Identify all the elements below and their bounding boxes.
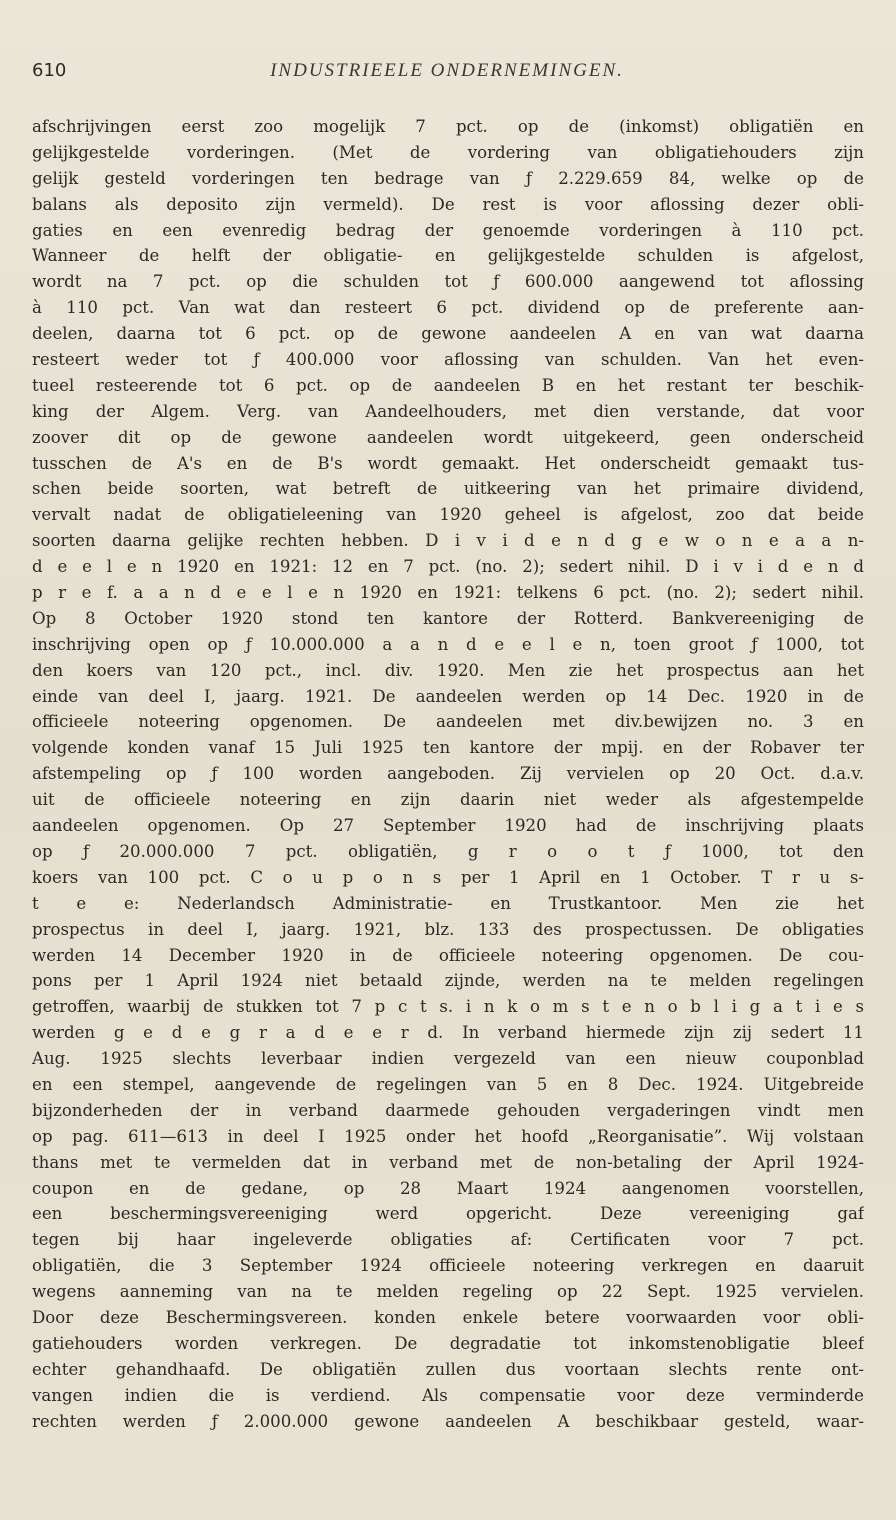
text-line: à 110 pct. Van wat dan resteert 6 pct. dividend op de preferente aan- (32, 298, 864, 318)
text-line: inschrijving open op ƒ 10.000.000 a a n d e e l e n, toen groot ƒ 1000, tot (32, 634, 864, 654)
text-line: Aug. 1925 slechts leverbaar indien vergezeld van een nieuw couponblad (32, 1049, 864, 1069)
page-number: 610 (32, 60, 67, 81)
text-line: gelijk gesteld vorderingen ten bedrage van ƒ 2.229.659 84, welke op de (32, 168, 864, 188)
text-line: en een stempel, aangevende de regelingen van 5 en 8 Dec. 1924. Uitgebreide (32, 1074, 864, 1094)
text-line: vangen indien die is verdiend. Als compensatie voor deze verminderde (32, 1385, 864, 1405)
text-line: rechten werden ƒ 2.000.000 gewone aandeelen A beschikbaar gesteld, waar- (32, 1411, 864, 1431)
text-line: op ƒ 20.000.000 7 pct. obligatiën, g r o o t ƒ 1000, tot den (32, 841, 864, 861)
text-line: soorten daarna gelijke rechten hebben. D i v i d e n d g e w o n e a a n- (32, 531, 864, 551)
text-line: getroffen, waarbij de stukken tot 7 p c t s. i n k o m s t e n o b l i g a t i e s (32, 997, 864, 1017)
text-line: Op 8 October 1920 stond ten kantore der Rotterd. Bankvereeniging de (32, 608, 864, 628)
text-line: tegen bij haar ingeleverde obligaties af: Certificaten voor 7 pct. (32, 1230, 864, 1250)
text-line: afstempeling op ƒ 100 worden aangeboden. Zij vervielen op 20 Oct. d.a.v. (32, 764, 864, 784)
text-line: resteert weder tot ƒ 400.000 voor aflossing van schulden. Van het even- (32, 350, 864, 370)
text-line: pons per 1 April 1924 niet betaald zijnde, werden na te melden regelingen (32, 971, 864, 991)
text-line: wordt na 7 pct. op die schulden tot ƒ 600.000 aangewend tot aflossing (32, 272, 864, 292)
text-line: volgende konden vanaf 15 Juli 1925 ten kantore der mpij. en der Robaver ter (32, 738, 864, 758)
text-line: bijzonderheden der in verband daarmede gehouden vergaderingen vindt men (32, 1100, 864, 1120)
text-line: einde van deel I, jaarg. 1921. De aandeelen werden op 14 Dec. 1920 in de (32, 686, 864, 706)
text-line: vervalt nadat de obligatieleening van 1920 geheel is afgelost, zoo dat beide (32, 505, 864, 525)
text-line: prospectus in deel I, jaarg. 1921, blz. 133 des prospectussen. De obligaties (32, 919, 864, 939)
text-line: balans als deposito zijn vermeld). De rest is voor aflossing dezer obli- (32, 194, 864, 214)
text-line: den koers van 120 pct., incl. div. 1920. Men zie het prospectus aan het (32, 660, 864, 680)
running-title: INDUSTRIEELE ONDERNEMINGEN. (270, 60, 624, 81)
text-line: obligatiën, die 3 September 1924 officieele noteering verkregen en daaruit (32, 1256, 864, 1276)
page-header (32, 60, 862, 90)
text-line: tueel resteerende tot 6 pct. op de aandeelen B en het restant ter beschik- (32, 375, 864, 395)
text-line: zoover dit op de gewone aandeelen wordt uitgekeerd, geen onderscheid (32, 427, 864, 447)
text-line: coupon en de gedane, op 28 Maart 1924 aangenomen voorstellen, (32, 1178, 864, 1198)
text-line: een beschermingsvereeniging werd opgericht. Deze vereeniging gaf (32, 1204, 864, 1224)
text-line: tusschen de A's en de B's wordt gemaakt. Het onderscheidt gemaakt tus- (32, 453, 864, 473)
text-line: king der Algem. Verg. van Aandeelhouders, met dien verstande, dat voor (32, 401, 864, 421)
text-line: werden g e d e g r a d e e r d. In verband hiermede zijn zij sedert 11 (32, 1023, 864, 1043)
text-line: thans met te vermelden dat in verband met de non-betaling der April 1924- (32, 1152, 864, 1172)
text-line: gelijkgestelde vorderingen. (Met de vordering van obligatiehouders zijn (32, 142, 864, 162)
text-line: uit de officieele noteering en zijn daarin niet weder als afgestempelde (32, 790, 864, 810)
text-line: p r e f. a a n d e e l e n 1920 en 1921: telkens 6 pct. (no. 2); sedert nihil. (32, 583, 864, 603)
body-text (32, 114, 864, 1434)
text-line: Door deze Beschermingsvereen. konden enkele betere voorwaarden voor obli- (32, 1307, 864, 1327)
text-line: aandeelen opgenomen. Op 27 September 1920 had de inschrijving plaats (32, 816, 864, 836)
text-line: deelen, daarna tot 6 pct. op de gewone aandeelen A en van wat daarna (32, 324, 864, 344)
text-line: schen beide soorten, wat betreft de uitkeering van het primaire dividend, (32, 479, 864, 499)
text-line: echter gehandhaafd. De obligatiën zullen dus voortaan slechts rente ont- (32, 1359, 864, 1379)
text-line: gatiehouders worden verkregen. De degradatie tot inkomstenobligatie bleef (32, 1333, 864, 1353)
text-line: afschrijvingen eerst zoo mogelijk 7 pct. op de (inkomst) obligatiën en (32, 117, 864, 136)
text-line: d e e l e n 1920 en 1921: 12 en 7 pct. (no. 2); sedert nihil. D i v i d e n d (32, 557, 864, 577)
text-line: op pag. 611—613 in deel I 1925 onder het hoofd „Reorganisatie”. Wij volstaan (32, 1126, 864, 1146)
text-line: wegens aanneming van na te melden regeling op 22 Sept. 1925 vervielen. (32, 1282, 864, 1302)
text-line: t e e: Nederlandsch Administratie- en Trustkantoor. Men zie het (32, 893, 864, 913)
text-line: officieele noteering opgenomen. De aandeelen met div.bewijzen no. 3 en (32, 712, 864, 732)
text-line: werden 14 December 1920 in de officieele noteering opgenomen. De cou- (32, 945, 864, 965)
text-line: koers van 100 pct. C o u p o n s per 1 April en 1 October. T r u s- (32, 867, 864, 887)
text-line: Wanneer de helft der obligatie- en gelijkgestelde schulden is afgelost, (32, 246, 864, 266)
text-line: gaties en een evenredig bedrag der genoemde vorderingen à 110 pct. (32, 220, 864, 240)
